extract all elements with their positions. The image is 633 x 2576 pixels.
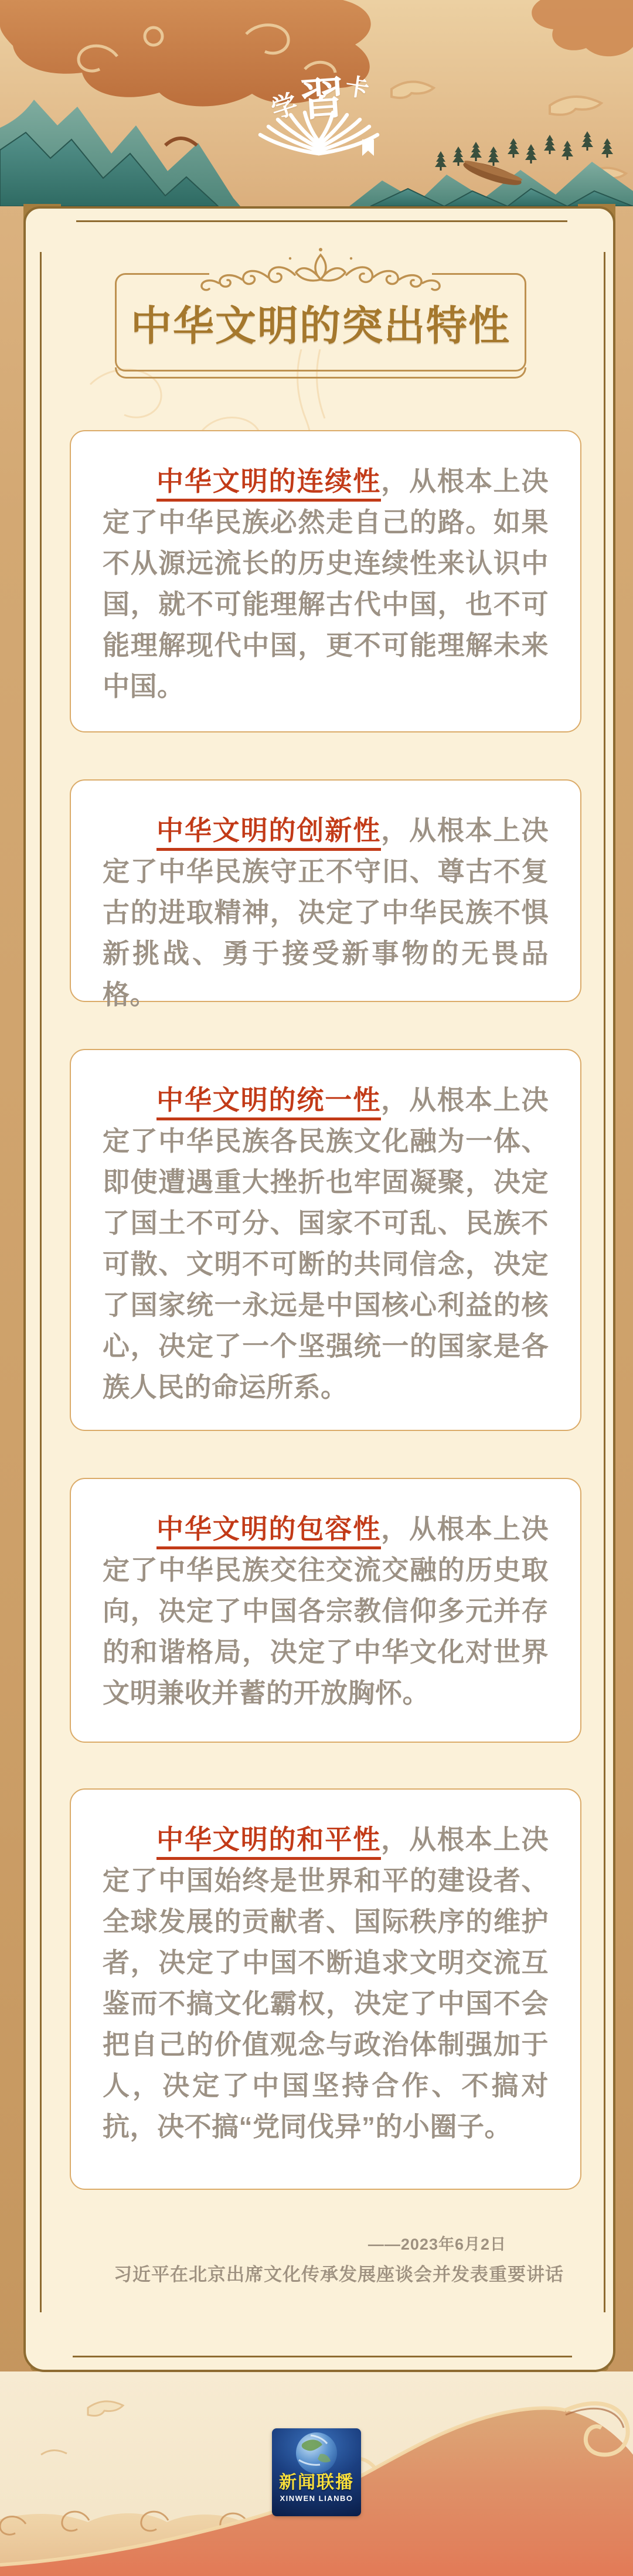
inner-frame-line: [40, 252, 42, 2312]
section-body: ，从根本上决定了中华民族守正不守旧、尊古不复古的进取精神，决定了中华民族不惧新挑战、勇于接受新事物的无畏品格。: [103, 815, 549, 1010]
lotus-scroll-ornament-icon: [186, 247, 455, 301]
header-art: [0, 0, 633, 206]
ka-char: 卡: [343, 73, 371, 103]
section-term: 中华文明的创新性: [156, 815, 381, 851]
scroll-card: [23, 206, 615, 2372]
section-peacefulness: [70, 1788, 581, 2190]
section-term: 中华文明的统一性: [156, 1085, 381, 1120]
inner-frame-line: [604, 252, 605, 2312]
section-innovation: [70, 779, 581, 1010]
section-body: ，从根本上决定了中华民族交往交流交融的历史取向，决定了中国各宗教信仰多元并存的和谐格局，决定了中华文化对世界文明兼收并蓄的开放胸怀。: [103, 1514, 549, 1708]
logo-title-en: XINWEN LIANBO: [280, 2494, 353, 2503]
section-term: 中华文明的连续性: [156, 466, 381, 502]
inner-frame-line: [76, 220, 567, 222]
section-continuity: [70, 430, 581, 732]
attribution-date: ——2023年6月2日: [367, 2236, 506, 2253]
section-body: ，从根本上决定了中华民族必然走自己的路。如果不从源远流长的历史连续性来认识中国，就不可能理解古代中国，也不可能理解现代中国，更不可能理解未来中国。: [103, 466, 549, 701]
logo-title-cn: 新闻联播: [279, 2473, 354, 2492]
bookmark-icon: [362, 139, 374, 156]
section-term: 中华文明的和平性: [156, 1824, 381, 1860]
xinwen-lianbo-logo: [272, 2428, 361, 2516]
cloud-wisp-icon: [41, 2401, 123, 2455]
section-unity: [70, 1049, 581, 1431]
xue-char: 学: [267, 89, 301, 125]
inner-frame-line: [73, 2356, 572, 2357]
section-text: [103, 461, 549, 707]
section-term: 中华文明的包容性: [156, 1514, 381, 1549]
xuexika-logo: [251, 66, 388, 155]
pine-trees-icon: [435, 131, 613, 171]
xi-char: 習: [298, 73, 347, 126]
section-body: ，从根本上决定了中国始终是世界和平的建设者、全球发展的贡献者、国际秩序的维护者，决定了中国不断追求文明交流互鉴而不搞文化霸权，决定了中国不会把自己的价值观念与政治体制强加于人，决定了中国坚持合作、不搞对抗，决不搞“党同伐异”的小圈子。: [103, 1824, 549, 2142]
open-book-icon: [252, 110, 386, 157]
section-inclusiveness: [70, 1478, 581, 1743]
earth-globe-icon: [294, 2432, 339, 2474]
section-text: [103, 1508, 549, 1713]
title-box: [115, 273, 526, 372]
section-text: [103, 810, 549, 1015]
section-body: ，从根本上决定了中华民族各民族文化融为一体、即使遭遇重大挫折也牢固凝聚，决定了国土不可分、国家不可乱、民族不可散、文明不可断的共同信念，决定了国家统一永远是中国核心利益的核心，决定了一个坚强统一的国家是各族人民的命运所系。: [103, 1085, 549, 1402]
cloud-icon: [532, 0, 633, 56]
footer-art: [0, 2371, 633, 2576]
section-text: [103, 1819, 549, 2147]
attribution-source: 习近平在北京出席文化传承发展座谈会并发表重要讲话: [114, 2264, 564, 2285]
bridge-icon: [165, 138, 197, 145]
page-title: 中华文明的突出特性: [131, 302, 511, 349]
section-text: [103, 1079, 549, 1408]
